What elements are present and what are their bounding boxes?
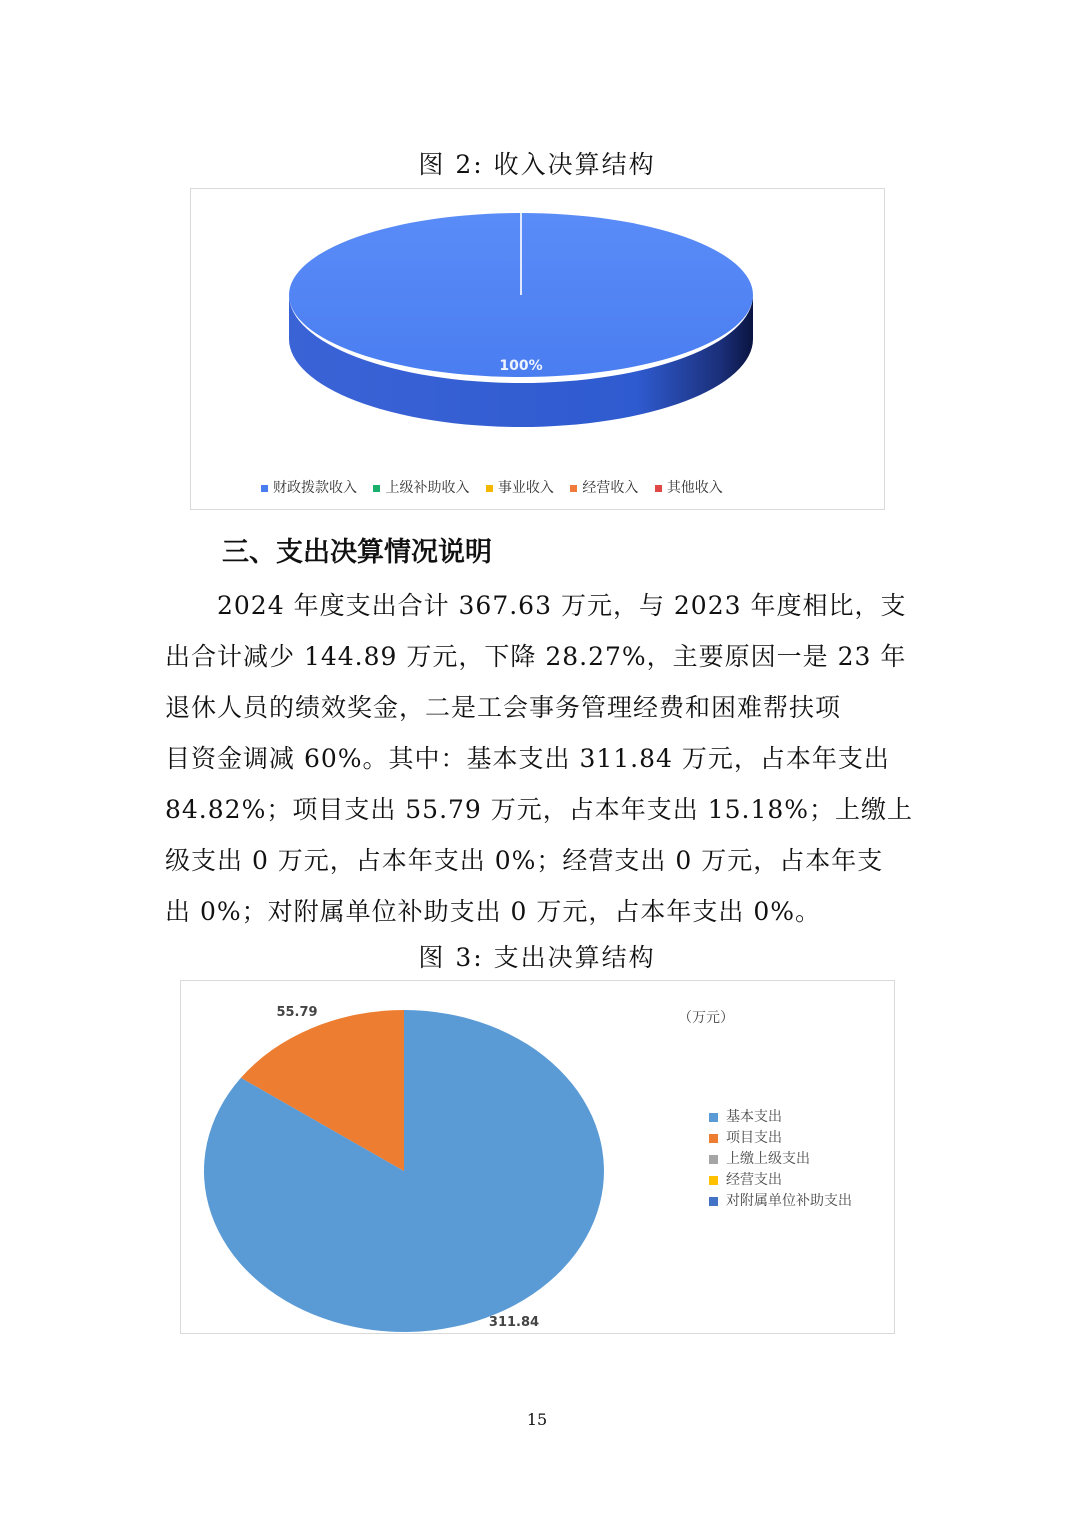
income-pie-svg xyxy=(191,189,884,509)
expenditure-structure-chart xyxy=(180,980,895,1334)
section-heading: 三、支出决算情况说明 xyxy=(222,537,492,568)
figure-3-caption: 图 3: 支出决算结构 xyxy=(418,943,656,972)
pie-label-basic: 311.84 xyxy=(488,1315,540,1330)
legend-item-fiscal: 财政拨款收入 xyxy=(261,477,357,497)
legend-item-operating: 经营支出 xyxy=(709,1170,852,1191)
legend-item-other: 其他收入 xyxy=(655,477,723,497)
paragraph-line: 退休人员的绩效奖金，二是工会事务管理经费和困难帮扶项 xyxy=(165,693,842,722)
legend-item-basic: 基本支出 xyxy=(709,1107,852,1128)
expenditure-paragraph xyxy=(165,580,915,937)
legend-item-affiliate-subsidy: 对附属单位补助支出 xyxy=(709,1191,852,1212)
paragraph-line: 级支出 0 万元，占本年支出 0%；经营支出 0 万元，占本年支 xyxy=(165,846,884,875)
legend-item-business: 事业收入 xyxy=(486,477,554,497)
paragraph-line: 84.82%；项目支出 55.79 万元，占本年支出 15.18%；上缴上 xyxy=(165,795,914,824)
legend-item-project: 项目支出 xyxy=(709,1128,852,1149)
income-structure-chart xyxy=(190,188,885,510)
legend-item-remit-superior: 上缴上级支出 xyxy=(709,1149,852,1170)
expenditure-legend xyxy=(709,1107,852,1212)
paragraph-line: 2024 年度支出合计 367.63 万元，与 2023 年度相比，支 xyxy=(165,591,907,620)
legend-item-operating: 经营收入 xyxy=(570,477,638,497)
legend-item-superior-subsidy: 上级补助收入 xyxy=(373,477,469,497)
page-number: 15 xyxy=(526,1410,548,1429)
income-legend xyxy=(261,477,735,497)
paragraph-line: 目资金调减 60%。其中：基本支出 311.84 万元，占本年支出 xyxy=(165,744,890,773)
pie-label-project: 55.79 xyxy=(276,1005,318,1020)
paragraph-line: 出 0%；对附属单位补助支出 0 万元，占本年支出 0%。 xyxy=(165,897,822,926)
income-pie-data-label: 100% xyxy=(499,358,543,374)
figure-2-caption: 图 2: 收入决算结构 xyxy=(418,150,656,179)
unit-label: （万元） xyxy=(678,1010,734,1026)
paragraph-line: 出合计减少 144.89 万元，下降 28.27%，主要原因一是 23 年 xyxy=(165,642,907,671)
